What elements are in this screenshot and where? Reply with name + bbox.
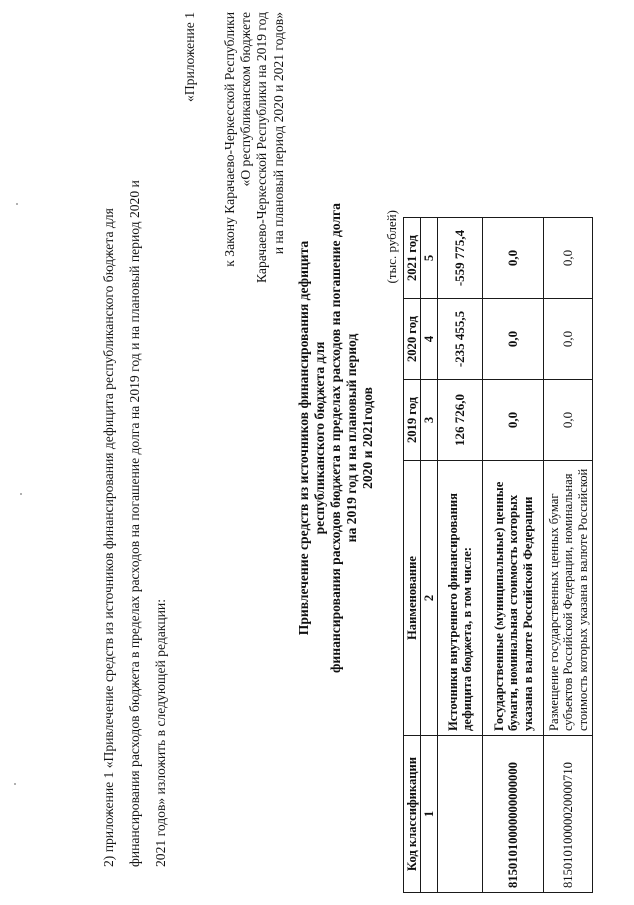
appendix-reference — [222, 12, 287, 283]
document-title — [296, 203, 376, 673]
value-2021: 0,0 — [544, 218, 593, 299]
value-2020: -235 455,5 — [438, 299, 483, 380]
appendix-label: «Приложение 1 — [182, 12, 197, 102]
column-number: 3 — [421, 380, 438, 461]
value-2019: 0,0 — [544, 380, 593, 461]
appendix-line-4: и на плановый период 2020 и 2021 годов» — [270, 12, 286, 255]
intro-line-2: финансирования расходов бюджета в пределах расходов на погашение долга на 2019 год и на плановый период 2020 и — [127, 180, 142, 867]
column-number: 2 — [421, 461, 438, 736]
column-number-row — [421, 218, 438, 893]
value-2020: 0,0 — [544, 299, 593, 380]
scan-speck — [20, 493, 22, 495]
scan-speck — [14, 783, 16, 785]
row-code — [438, 736, 483, 893]
appendix-line-2: «О республиканском бюджете — [238, 12, 254, 187]
header-name: Наименование — [404, 461, 421, 736]
appendix-line-1: к Закону Карачаево-Черкесской Республики — [222, 12, 237, 267]
header-2019: 2019 год — [404, 380, 421, 461]
intro-line-3: 2021 годов» изложить в следующей редакции: — [153, 599, 168, 867]
header-2020: 2020 год — [404, 299, 421, 380]
row-name: Государственные (муниципальные) ценные бумаги, номинальная стоимость которых указана в валюте Российской Федерации — [483, 461, 544, 736]
column-number: 4 — [421, 299, 438, 380]
table-row — [483, 218, 544, 893]
header-2021: 2021 год — [404, 218, 421, 299]
title-line-1: Привлечение средств из источников финансирования дефицита республиканского бюджета для — [296, 240, 327, 636]
appendix-line-3: Карачаево-Черкесской Республики на 2019 год — [254, 12, 270, 283]
row-name: Размещение государственных ценных бумаг субъектов Российской Федерации, номинальная стоимость которых указана в валюте Российской — [544, 461, 593, 736]
table-row — [544, 218, 593, 893]
intro-line-1: 2) приложение 1 «Привлечение средств из источников финансирования дефицита республиканского бюджета для — [101, 208, 116, 867]
value-2019: 126 726,0 — [438, 380, 483, 461]
table-header-row — [404, 218, 421, 893]
value-2021: -559 775,4 — [438, 218, 483, 299]
title-line-2: финансирования расходов бюджета в пределах расходов на погашение долга на 2019 год и на плановый период — [328, 203, 359, 673]
title-line-3: 2020 и 2021годов — [360, 387, 375, 489]
column-number: 5 — [421, 218, 438, 299]
table-row — [438, 218, 483, 893]
column-number: 1 — [421, 736, 438, 893]
value-2021: 0,0 — [483, 218, 544, 299]
value-2020: 0,0 — [483, 299, 544, 380]
row-code: 81501010000020000710 — [544, 736, 593, 893]
row-code: 81501010000000000000 — [483, 736, 544, 893]
row-name: Источники внутреннего финансирования дефицита бюджета, в том числе: — [438, 461, 483, 736]
units-label: (тыс. рублей) — [384, 210, 399, 284]
value-2019: 0,0 — [483, 380, 544, 461]
header-code: Код классификации — [404, 736, 421, 893]
sources-table — [403, 217, 593, 893]
scan-speck — [16, 203, 18, 205]
